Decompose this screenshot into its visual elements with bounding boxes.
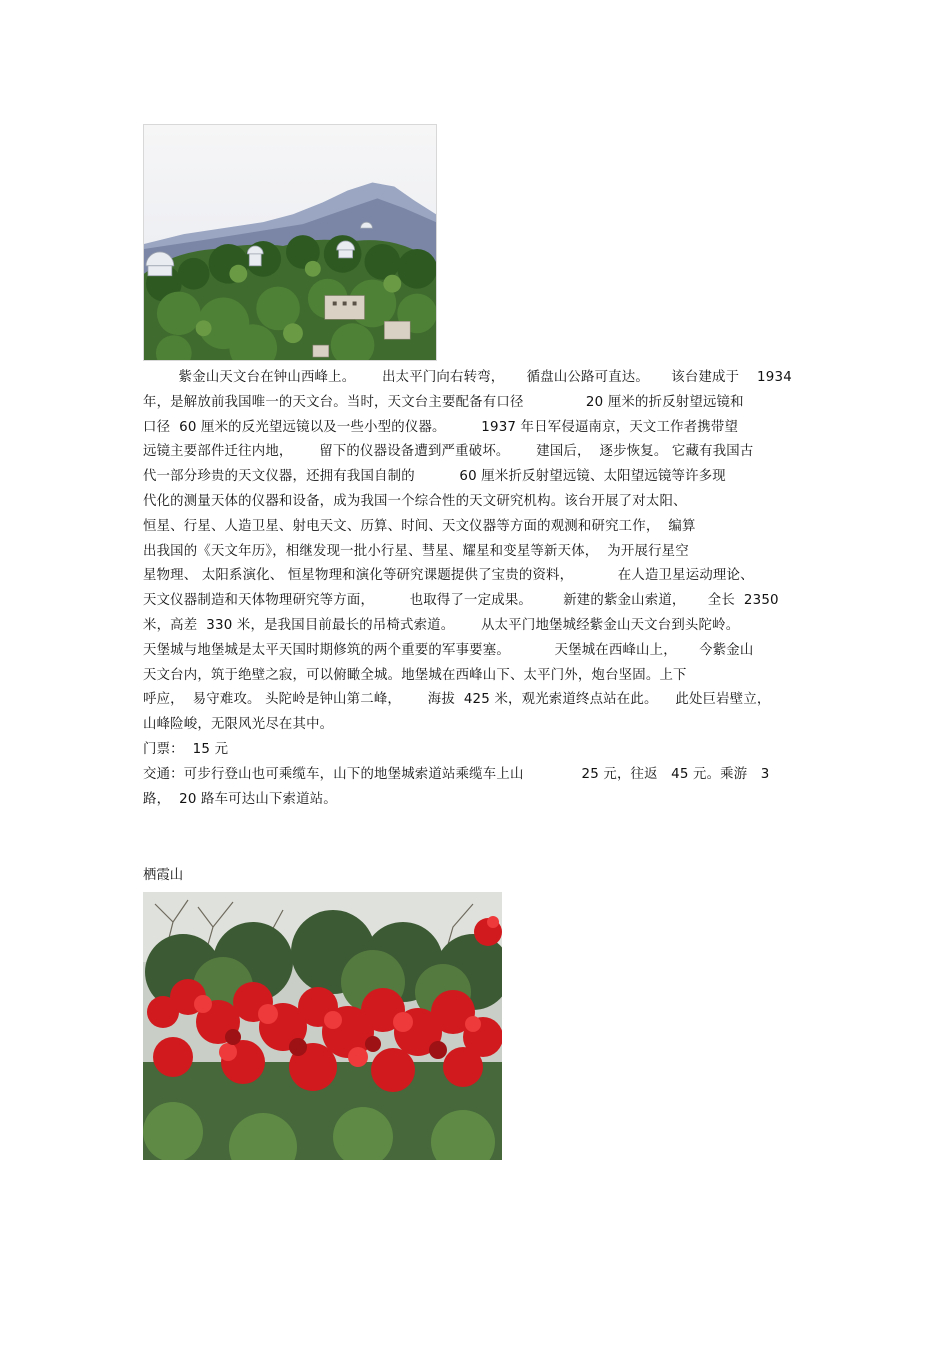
- article-body-lines: [143, 366, 815, 812]
- article-line: 出我国的《天文年历》，相继发现一批小行星、彗星、耀星和变星等新天体， 为开展行星空: [143, 543, 689, 559]
- article-line: 代化的测量天体的仪器和设备，成为我国一个综合性的天文研究机构。该台开展了对太阳、: [143, 493, 687, 509]
- article-line: 恒星、行星、人造卫星、射电天文、历算、时间、天文仪器等方面的观测和研究工作， 编算: [143, 518, 696, 534]
- qixia-image: [143, 892, 502, 1160]
- article-line: 天文仪器制造和天体物理研究等方面， 也取得了一定成果。 新建的紫金山索道， 全长 2350: [143, 593, 779, 609]
- article-line: 米，高差 330 米，是我国目前最长的吊椅式索道。 从太平门地堡城经紫金山天文台到头陀岭。: [143, 617, 740, 633]
- transport-line: 路， 20 路车可达山下索道站。: [143, 791, 337, 807]
- section-title-qixia: 栖霞山: [143, 868, 184, 883]
- article-line: 远镜主要部件迁往内地， 留下的仪器设备遭到严重破坏。 建国后， 逐步恢复。 它藏有我国古: [143, 444, 754, 460]
- article-line: 口径 60 厘米的反光望远镜以及一些小型的仪器。 1937 年日军侵逼南京，天文工作者携带望: [143, 419, 739, 435]
- article-line: 星物理、 太阳系演化、 恒星物理和演化等研究课题提供了宝贵的资料， 在人造卫星运动理论、: [143, 568, 754, 584]
- article-line: 代一部分珍贵的天文仪器，还拥有我国自制的 60 厘米折反射望远镜、太阳望远镜等许多现: [143, 469, 726, 485]
- article-line: 年，是解放前我国唯一的天文台。当时，天文台主要配备有口径 20 厘米的折反射望远镜和: [143, 394, 744, 410]
- ticket-line: 门票： 15 元: [143, 741, 229, 757]
- observatory-image: [144, 125, 436, 360]
- observatory-photo: [143, 124, 437, 361]
- article-line: 天文台内，筑于绝壁之寂，可以俯瞰全城。地堡城在西峰山下、太平门外，炮台坚固。上下: [143, 667, 687, 683]
- transport-line: 交通：可步行登山也可乘缆车，山下的地堡城索道站乘缆车上山 25 元，往返 45 元。乘游 3: [143, 766, 770, 782]
- article-line: 山峰险峻，无限风光尽在其中。: [143, 717, 334, 733]
- article-line: 呼应， 易守难攻。 头陀岭是钟山第二峰， 海拔 425 米，观光索道终点站在此。 此处巨岩壁立，: [143, 692, 771, 708]
- article-line: 紫金山天文台在钟山西峰上。 出太平门向右转弯， 循盘山公路可直达。 该台建成于 1934: [143, 370, 792, 385]
- article-line: 天堡城与地堡城是太平天国时期修筑的两个重要的军事要塞。 天堡城在西峰山上， 今紫金山: [143, 642, 754, 658]
- qixia-photo: [143, 892, 502, 1160]
